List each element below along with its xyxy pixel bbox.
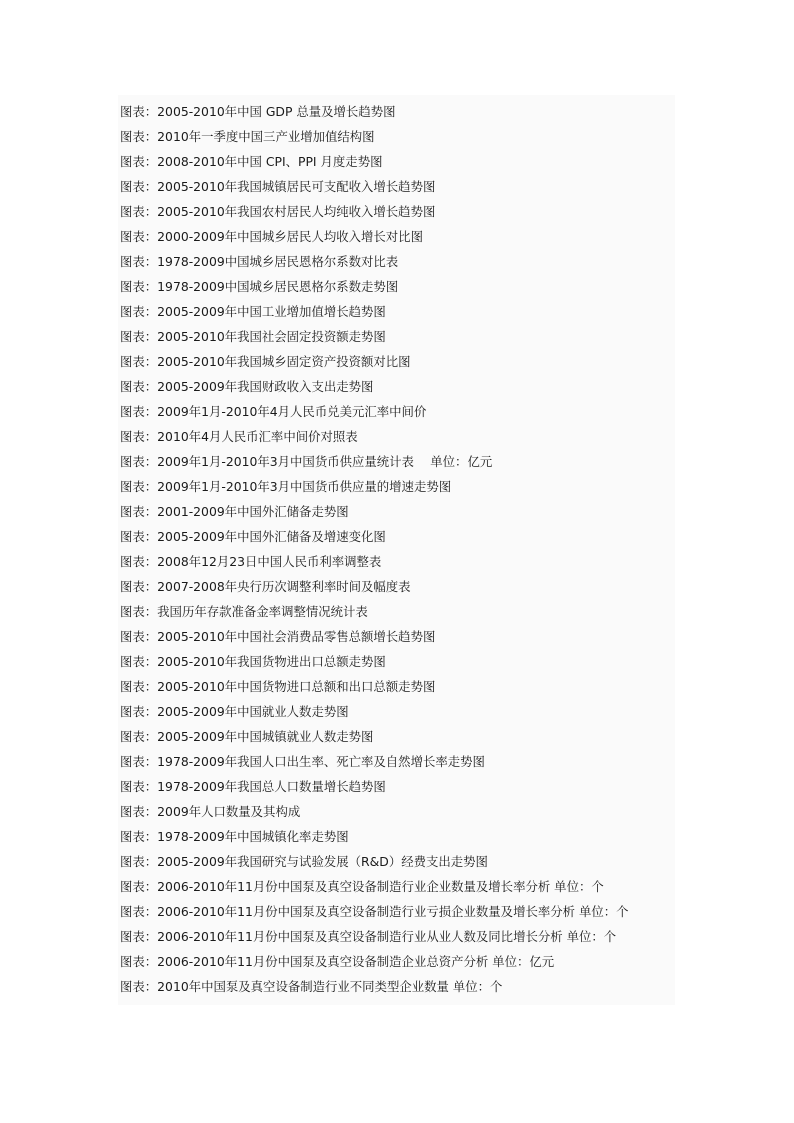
list-item	[120, 699, 673, 724]
entry-title: 2008-2010年中国 CPI、PPI 月度走势图	[157, 154, 383, 169]
entry-title: 1978-2009年我国总人口数量增长趋势图	[157, 779, 386, 794]
entry-prefix: 图表：	[120, 304, 158, 319]
entry-prefix: 图表：	[120, 929, 158, 944]
entry-title: 2005-2009年中国城镇就业人数走势图	[157, 729, 374, 744]
entry-prefix: 图表：	[120, 154, 158, 169]
entry-prefix: 图表：	[120, 804, 158, 819]
entry-prefix: 图表：	[120, 379, 158, 394]
entry-prefix: 图表：	[120, 954, 158, 969]
list-item	[120, 599, 673, 624]
entry-prefix: 图表：	[120, 179, 158, 194]
entry-title: 1978-2009年我国人口出生率、死亡率及自然增长率走势图	[157, 754, 485, 769]
entry-prefix: 图表：	[120, 404, 158, 419]
entry-prefix: 图表：	[120, 129, 158, 144]
entry-title: 2005-2009年中国外汇储备及增速变化图	[157, 529, 386, 544]
entry-title: 2006-2010年11月份中国泵及真空设备制造企业总资产分析 单位：亿元	[157, 954, 555, 969]
entry-title: 2005-2009年我国财政收入支出走势图	[157, 379, 374, 394]
entry-prefix: 图表：	[120, 104, 158, 119]
entry-title: 2000-2009年中国城乡居民人均收入增长对比图	[157, 229, 423, 244]
entry-prefix: 图表：	[120, 204, 158, 219]
entry-prefix: 图表：	[120, 904, 158, 919]
entry-title: 2007-2008年央行历次调整利率时间及幅度表	[157, 579, 411, 594]
list-item	[120, 449, 673, 474]
entry-title: 2008年12月23日中国人民币利率调整表	[157, 554, 382, 569]
entry-prefix: 图表：	[120, 679, 158, 694]
entry-title: 2005-2010年中国社会消费品零售总额增长趋势图	[157, 629, 436, 644]
entry-title: 2006-2010年11月份中国泵及真空设备制造行业亏损企业数量及增长率分析 单位：个	[157, 904, 629, 919]
entry-prefix: 图表：	[120, 279, 158, 294]
entry-title: 2005-2010年我国社会固定投资额走势图	[157, 329, 386, 344]
entry-title: 2009年1月-2010年4月人民币兑美元汇率中间价	[157, 404, 427, 419]
list-item	[120, 774, 673, 799]
entry-title: 2009年1月-2010年3月中国货币供应量统计表 单位：亿元	[157, 454, 493, 469]
entry-title: 2005-2010年中国 GDP 总量及增长趋势图	[157, 104, 396, 119]
list-item	[120, 499, 673, 524]
entry-title: 2006-2010年11月份中国泵及真空设备制造行业企业数量及增长率分析 单位：个	[157, 879, 604, 894]
list-item	[120, 674, 673, 699]
entry-title: 2005-2010年我国城乡固定资产投资额对比图	[157, 354, 411, 369]
entry-prefix: 图表：	[120, 529, 158, 544]
entry-title: 2005-2009年中国工业增加值增长趋势图	[157, 304, 386, 319]
entry-prefix: 图表：	[120, 654, 158, 669]
entry-title: 2010年4月人民币汇率中间价对照表	[157, 429, 358, 444]
entry-prefix: 图表：	[120, 629, 158, 644]
entry-prefix: 图表：	[120, 454, 158, 469]
list-item	[120, 824, 673, 849]
entry-title: 2010年一季度中国三产业增加值结构图	[157, 129, 375, 144]
list-item	[120, 374, 673, 399]
list-item	[120, 899, 673, 924]
entry-title: 2009年人口数量及其构成	[157, 804, 301, 819]
entry-title: 1978-2009中国城乡居民恩格尔系数对比表	[157, 254, 399, 269]
list-item	[120, 224, 673, 249]
entry-prefix: 图表：	[120, 504, 158, 519]
list-item	[120, 474, 673, 499]
entry-prefix: 图表：	[120, 329, 158, 344]
entry-prefix: 图表：	[120, 704, 158, 719]
list-item	[120, 249, 673, 274]
list-item	[120, 649, 673, 674]
list-item	[120, 299, 673, 324]
entry-title: 2010年中国泵及真空设备制造行业不同类型企业数量 单位：个	[157, 979, 503, 994]
list-item	[120, 949, 673, 974]
entry-prefix: 图表：	[120, 479, 158, 494]
list-item	[120, 424, 673, 449]
list-item	[120, 874, 673, 899]
entry-prefix: 图表：	[120, 354, 158, 369]
list-item	[120, 849, 673, 874]
entry-prefix: 图表：	[120, 779, 158, 794]
entry-title: 2001-2009年中国外汇储备走势图	[157, 504, 349, 519]
chart-title-list	[120, 99, 673, 999]
list-item	[120, 274, 673, 299]
entry-prefix: 图表：	[120, 579, 158, 594]
list-item	[120, 749, 673, 774]
list-item	[120, 124, 673, 149]
entry-title: 2005-2009年我国研究与试验发展（R&D）经费支出走势图	[157, 854, 488, 869]
entry-title: 2005-2010年我国城镇居民可支配收入增长趋势图	[157, 179, 436, 194]
entry-title: 2005-2010年我国货物进出口总额走势图	[157, 654, 386, 669]
list-item	[120, 549, 673, 574]
list-item	[120, 624, 673, 649]
list-item	[120, 799, 673, 824]
entry-title: 2009年1月-2010年3月中国货币供应量的增速走势图	[157, 479, 452, 494]
list-item	[120, 149, 673, 174]
entry-prefix: 图表：	[120, 604, 158, 619]
list-item	[120, 399, 673, 424]
list-item	[120, 99, 673, 124]
entry-title: 1978-2009年中国城镇化率走势图	[157, 829, 349, 844]
list-item	[120, 924, 673, 949]
list-item	[120, 724, 673, 749]
entry-prefix: 图表：	[120, 854, 158, 869]
list-item	[120, 349, 673, 374]
list-item	[120, 524, 673, 549]
entry-title: 2005-2010年我国农村居民人均纯收入增长趋势图	[157, 204, 436, 219]
entry-prefix: 图表：	[120, 754, 158, 769]
list-item	[120, 974, 673, 999]
chart-list-block	[118, 95, 675, 1005]
list-item	[120, 324, 673, 349]
entry-prefix: 图表：	[120, 429, 158, 444]
entry-prefix: 图表：	[120, 829, 158, 844]
list-item	[120, 574, 673, 599]
entry-prefix: 图表：	[120, 229, 158, 244]
entry-prefix: 图表：	[120, 554, 158, 569]
list-item	[120, 199, 673, 224]
entry-prefix: 图表：	[120, 979, 158, 994]
entry-title: 1978-2009中国城乡居民恩格尔系数走势图	[157, 279, 399, 294]
entry-title: 2005-2010年中国货物进口总额和出口总额走势图	[157, 679, 436, 694]
entry-title: 2005-2009年中国就业人数走势图	[157, 704, 349, 719]
entry-prefix: 图表：	[120, 879, 158, 894]
entry-title: 2006-2010年11月份中国泵及真空设备制造行业从业人数及同比增长分析 单位：个	[157, 929, 617, 944]
list-item	[120, 174, 673, 199]
entry-prefix: 图表：	[120, 254, 158, 269]
entry-title: 我国历年存款准备金率调整情况统计表	[157, 604, 368, 619]
entry-prefix: 图表：	[120, 729, 158, 744]
